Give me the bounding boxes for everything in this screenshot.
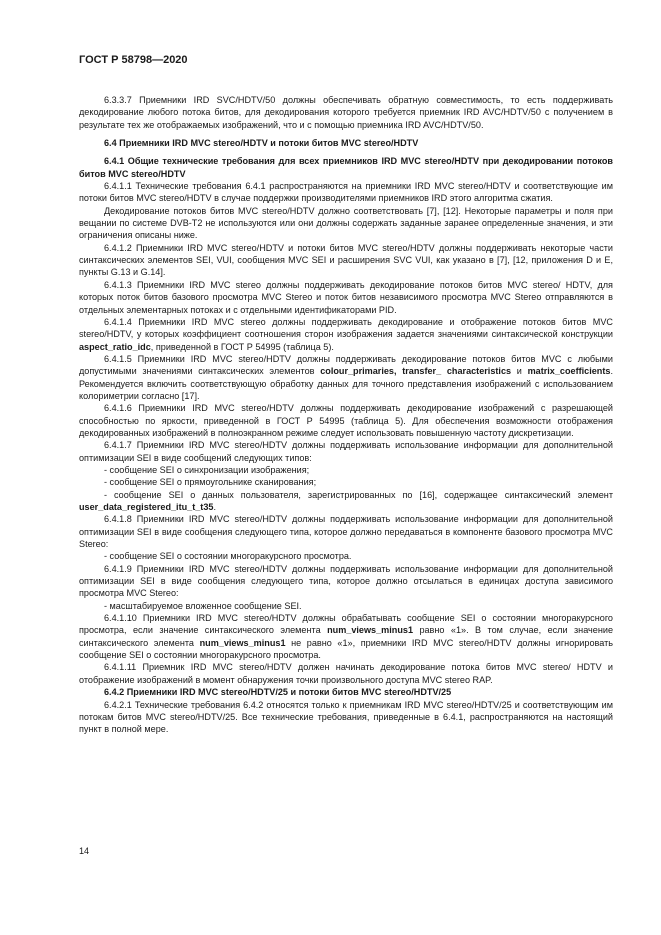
text-run: 6.4.1.10 Приемники IRD MVC stereo/HDTV должны обрабатывать сообщение SEI о состоянии многоракурсного просмотра, если значение синтаксического элемента [79,613,613,636]
paragraph-6-4-1-6: 6.4.1.6 Приемники IRD MVC stereo/HDTV должны поддерживать декодирование изображений с разрешающей способностью по яркости, приведенной в ГОСТ Р 54995 (таблица 5). Для обеспечения возможности отображения декодированных изображений в полноэкранном режиме следует использовать повышенную частоту дискретизации. [79,403,613,438]
list-item: - сообщение SEI о синхронизации изображения; [104,464,310,475]
syntax-element-term: matrix_coefficients [527,366,611,377]
list-item: - сообщение SEI о прямоугольнике сканирования; [104,477,317,488]
text-run: 6.4.1.5 Приемники IRD MVC stereo/HDTV должны поддерживать декодирование потоков битов MVC с любыми допустимыми значениями синтаксических элементов [79,353,613,377]
paragraph-6-4-1-7: 6.4.1.7 Приемники IRD MVC stereo/HDTV должны поддерживать использование информации для дополнительной оптимизации SEI в виде сообщений следующих типов: [79,440,613,463]
paragraph-6-4-1-11: 6.4.1.11 Приемник IRD MVC stereo/HDTV должен начинать декодирование потока битов MVC stereo/ HDTV и отображение изображений в момент обнаружения точки произвольного доступа MVC stereo RAP. [79,662,613,685]
text-run: 6.4.1.4 Приемники IRD MVC stereo должны поддерживать декодирование и отображение потоков битов MVC stereo/HDTV, у которых коэффициент соотношения сторон изображения задается значениями синтаксической конструкции [79,316,613,340]
paragraph-6-3-3-7: 6.3.3.7 Приемники IRD SVC/HDTV/50 должны обеспечивать обратную совместимость, то есть поддерживать декодирование любого потока битов, для декодирования которого требуется приемник IRD AVC/HDTV/50 с получением в результате тех же отображаемых изображений, что и с помощью приемника IRD AVC/HDTV/50. [79,95,613,130]
syntax-element-term: colour_primaries, transfer_ characteristics [320,366,512,377]
paragraph-6-4-1-3: 6.4.1.3 Приемники IRD MVC stereo должны поддерживать декодирование потоков битов MVC stereo/ HDTV, для которых поток битов базового просмотра MVC Stereo и поток битов независимого просмотра MVC Stereo отправляются в отдельных элементарных потоках и с отдельными идентификаторами PID. [79,279,613,315]
text-run: и [511,366,528,377]
text-run: равно «1». В том случае, если значение синтаксического элемента [79,625,614,648]
syntax-element-term: num_views_minus1 [327,625,413,636]
text-run: , приведенной в ГОСТ Р 54995 (таблица 5). [150,341,334,352]
document-body [79,94,613,736]
paragraph-6-4-1-4 [79,316,613,353]
text-run: . Рекомендуется включить соответствующую обработку данных для точного представления изображений с использованием колориметрии согласно [17]. [79,366,613,401]
syntax-element-term: num_views_minus1 [199,637,286,648]
section-heading-6-4: 6.4 Приемники IRD MVC stereo/HDTV и потоки битов MVC stereo/HDTV [104,138,419,149]
subsection-heading-6-4-1: 6.4.1 Общие технические требования для всех приемников IRD MVC stereo/HDTV при декодировании потоков битов MVC stereo/HDTV [79,156,613,179]
list-item: - сообщение SEI о состоянии многоракурсного просмотра. [104,551,352,562]
paragraph-6-4-1-8: 6.4.1.8 Приемники IRD MVC stereo/HDTV должны поддерживать использование информации для дополнительной оптимизации SEI в виде сообщения следующего типа, которое должно передаваться в компоненте базового просмотра MVC Stereo: [79,514,613,550]
subsection-heading-6-4-2: 6.4.2 Приемники IRD MVC stereo/HDTV/25 и потоки битов MVC stereo/HDTV/25 [104,687,452,698]
syntax-element-term: user_data_registered_itu_t_t35 [79,502,214,512]
text-run: - сообщение SEI о данных пользователя, зарегистрированных по [16], содержащее синтаксический элемент [104,489,613,500]
text-run: . [213,502,216,512]
paragraph-6-4-1-9: 6.4.1.9 Приемники IRD MVC stereo/HDTV должны поддерживать использование информации для дополнительной оптимизации SEI в виде сообщения следующего типа, которое должно отсылаться в единицах доступа зависимого просмотра MVC Stereo: [79,563,613,599]
list-item: - масштабируемое вложенное сообщение SEI. [104,600,302,611]
list-item [79,489,613,514]
syntax-element-term: aspect_ratio_idc [79,341,151,352]
text-run: не равно «1», приемники IRD MVC stereo/HDTV должны игнорировать сообщение SEI о состоянии многоракурсного просмотра. [79,637,613,661]
paragraph-6-4-1-5 [79,353,613,402]
paragraph-6-4-1-2: 6.4.1.2 Приемники IRD MVC stereo/HDTV и потоки битов MVC stereo/HDTV должны поддерживать некоторые части синтаксических элементов SEI, VUI, сообщения MVC SEI и расширения SVC VUI, как указано в [7], [12, приложения D и E, пункты G.13 и G.14]. [79,242,613,278]
paragraph-6-4-1-1: 6.4.1.1 Технические требования 6.4.1 распространяются на приемники IRD MVC stereo/HDTV и соответствующие им потоки битов MVC stereo/HDTV в случае поддержки производителями приемников IRD этого алгоритма сжатия. [79,181,613,204]
paragraph-6-4-1-1-continued: Декодирование потоков битов MVC stereo/HDTV должно соответствовать [7], [12]. Некоторые параметры и поля при вещании по системе DVB-T2 не используются или они должны содержать заданные заранее определенные значения, и эти ограничения описаны ниже. [79,205,613,241]
page-number: 14 [79,846,90,856]
paragraph-6-4-1-10 [79,612,613,661]
paragraph-6-4-2-1: 6.4.2.1 Технические требования 6.4.2 относятся только к приемникам IRD MVC stereo/HDTV/25 и соответствующим им потокам битов MVC stereo/HDTV/25. Все технические требования, приведенные в 6.4.1, распространяются на настоящий пункт в полной мере. [79,699,613,735]
standard-header: ГОСТ Р 58798—2020 [79,54,188,66]
